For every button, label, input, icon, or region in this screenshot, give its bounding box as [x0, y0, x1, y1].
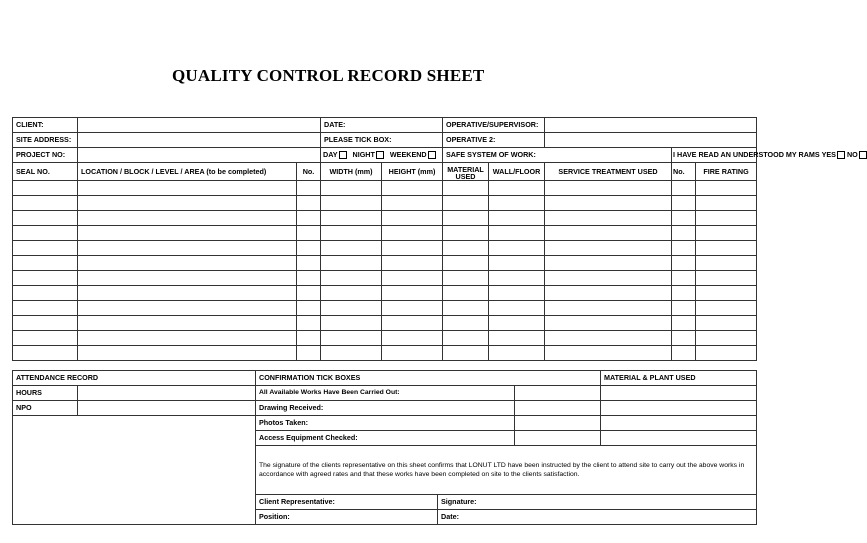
table-cell[interactable] — [489, 316, 545, 331]
col-width: WIDTH (mm) — [321, 163, 382, 181]
table-cell[interactable] — [297, 196, 321, 211]
table-cell[interactable] — [672, 196, 696, 211]
table-cell[interactable] — [13, 226, 78, 241]
signature-label: Signature: — [438, 495, 757, 510]
table-cell[interactable] — [545, 256, 672, 271]
table-cell[interactable] — [78, 211, 297, 226]
day-label: DAY — [323, 150, 338, 159]
operative-supervisor-field[interactable] — [545, 118, 757, 133]
col-service-treatment: SERVICE TREATMENT USED — [545, 163, 672, 181]
table-cell[interactable] — [13, 211, 78, 226]
npo-field[interactable] — [78, 401, 256, 416]
table-cell[interactable] — [696, 196, 757, 211]
table-cell[interactable] — [321, 241, 382, 256]
site-address-label: SITE ADDRESS: — [13, 133, 78, 148]
table-cell[interactable] — [696, 271, 757, 286]
material-plant-label: MATERIAL & PLANT USED — [601, 371, 757, 386]
table-cell[interactable] — [696, 316, 757, 331]
table-cell[interactable] — [297, 226, 321, 241]
table-cell[interactable] — [297, 346, 321, 361]
rams-label: I HAVE READ AN UNDERSTOOD MY RAMS — [673, 150, 820, 159]
table-cell[interactable] — [382, 286, 443, 301]
operative2-label: OPERATIVE 2: — [443, 133, 545, 148]
confirmation-table — [12, 370, 757, 525]
col-wall-floor: WALL/FLOOR — [489, 163, 545, 181]
table-cell[interactable] — [78, 271, 297, 286]
table-cell[interactable] — [297, 301, 321, 316]
table-cell[interactable] — [13, 316, 78, 331]
night-label: NIGHT — [352, 150, 375, 159]
table-cell[interactable] — [443, 301, 489, 316]
table-cell[interactable] — [321, 286, 382, 301]
table-cell[interactable] — [489, 211, 545, 226]
works-carried-out-label: All Available Works Have Been Carried Out: — [256, 386, 515, 401]
table-cell[interactable] — [382, 316, 443, 331]
table-cell[interactable] — [696, 241, 757, 256]
table-cell[interactable] — [297, 331, 321, 346]
shift-tick-boxes — [321, 148, 443, 163]
table-cell[interactable] — [321, 316, 382, 331]
table-cell[interactable] — [696, 286, 757, 301]
table-cell[interactable] — [443, 241, 489, 256]
table-cell[interactable] — [672, 181, 696, 196]
table-cell[interactable] — [382, 346, 443, 361]
photos-taken-label: Photos Taken: — [256, 416, 515, 431]
table-row — [13, 286, 757, 301]
material-plant-field-1[interactable] — [601, 386, 757, 401]
table-cell[interactable] — [672, 346, 696, 361]
table-cell[interactable] — [672, 256, 696, 271]
yes-label: YES — [821, 150, 836, 159]
table-cell[interactable] — [489, 331, 545, 346]
operative-supervisor-label: OPERATIVE/SUPERVISOR: — [443, 118, 545, 133]
photos-taken-tick[interactable] — [515, 416, 601, 431]
table-cell[interactable] — [489, 301, 545, 316]
table-cell[interactable] — [545, 346, 672, 361]
table-cell[interactable] — [443, 316, 489, 331]
col-no-2: No. — [672, 163, 696, 181]
table-row — [13, 316, 757, 331]
table-cell[interactable] — [696, 181, 757, 196]
table-cell[interactable] — [545, 241, 672, 256]
table-cell[interactable] — [696, 211, 757, 226]
npo-label: NPO — [13, 401, 78, 416]
table-cell[interactable] — [382, 196, 443, 211]
col-material-used: MATERIAL USED — [443, 163, 489, 181]
table-cell[interactable] — [489, 256, 545, 271]
table-cell[interactable] — [297, 271, 321, 286]
table-cell[interactable] — [297, 316, 321, 331]
col-fire-rating: FIRE RATING — [696, 163, 757, 181]
table-cell[interactable] — [321, 301, 382, 316]
please-tick-label: PLEASE TICK BOX: — [321, 133, 443, 148]
table-row — [13, 226, 757, 241]
table-row — [13, 301, 757, 316]
position-label: Position: — [256, 510, 438, 525]
table-row — [13, 241, 757, 256]
table-cell[interactable] — [489, 346, 545, 361]
confirmation-label: CONFIRMATION TICK BOXES — [256, 371, 601, 386]
table-cell[interactable] — [382, 256, 443, 271]
table-row — [13, 181, 757, 196]
table-cell[interactable] — [297, 256, 321, 271]
table-cell[interactable] — [297, 241, 321, 256]
table-cell[interactable] — [443, 256, 489, 271]
col-location: LOCATION / BLOCK / LEVEL / AREA (to be completed) — [78, 163, 297, 181]
table-cell[interactable] — [78, 286, 297, 301]
table-cell[interactable] — [78, 331, 297, 346]
table-cell[interactable] — [382, 271, 443, 286]
table-cell[interactable] — [545, 301, 672, 316]
table-cell[interactable] — [672, 301, 696, 316]
table-cell[interactable] — [672, 271, 696, 286]
project-no-label: PROJECT NO: — [13, 148, 78, 163]
material-plant-field-4[interactable] — [601, 431, 757, 446]
table-cell[interactable] — [78, 301, 297, 316]
table-row — [13, 256, 757, 271]
table-cell[interactable] — [78, 316, 297, 331]
table-cell[interactable] — [672, 211, 696, 226]
no-checkbox[interactable] — [859, 151, 867, 159]
table-cell[interactable] — [672, 331, 696, 346]
table-cell[interactable] — [545, 196, 672, 211]
table-cell[interactable] — [13, 286, 78, 301]
table-cell[interactable] — [672, 286, 696, 301]
operative2-field[interactable] — [545, 133, 757, 148]
table-cell[interactable] — [672, 226, 696, 241]
weekend-checkbox[interactable] — [428, 151, 436, 159]
drawing-received-label: Drawing Received: — [256, 401, 515, 416]
table-row — [13, 211, 757, 226]
table-cell[interactable] — [489, 286, 545, 301]
table-cell[interactable] — [321, 331, 382, 346]
date-label: DATE: — [321, 118, 443, 133]
table-row — [13, 346, 757, 361]
col-no: No. — [297, 163, 321, 181]
table-cell[interactable] — [672, 241, 696, 256]
table-cell[interactable] — [13, 196, 78, 211]
table-cell[interactable] — [545, 181, 672, 196]
table-cell[interactable] — [382, 241, 443, 256]
night-checkbox[interactable] — [376, 151, 384, 159]
table-cell[interactable] — [297, 211, 321, 226]
table-cell[interactable] — [78, 346, 297, 361]
client-label: CLIENT: — [13, 118, 78, 133]
attendance-record-label: ATTENDANCE RECORD — [13, 371, 256, 386]
table-cell[interactable] — [13, 256, 78, 271]
table-cell[interactable] — [78, 256, 297, 271]
material-plant-field-2[interactable] — [601, 401, 757, 416]
material-plant-field-3[interactable] — [601, 416, 757, 431]
hours-field[interactable] — [78, 386, 256, 401]
declaration-text: The signature of the clients representative on this sheet confirms that LONUT LTD have been instructed by the client to attend site to carry out the above works in accordance with agreed rates and that these works have been completed on site to the clients satisfaction. — [256, 446, 757, 495]
rams-cell — [672, 148, 858, 163]
site-address-field[interactable] — [78, 133, 321, 148]
table-cell[interactable] — [382, 331, 443, 346]
table-cell[interactable] — [489, 181, 545, 196]
table-cell[interactable] — [489, 196, 545, 211]
table-cell[interactable] — [443, 346, 489, 361]
table-cell[interactable] — [443, 226, 489, 241]
client-field[interactable] — [78, 118, 321, 133]
table-cell[interactable] — [545, 226, 672, 241]
client-rep-label: Client Representative: — [256, 495, 438, 510]
col-seal-no: SEAL NO. — [13, 163, 78, 181]
table-cell[interactable] — [321, 226, 382, 241]
table-row — [13, 196, 757, 211]
table-cell[interactable] — [443, 196, 489, 211]
table-cell[interactable] — [321, 271, 382, 286]
table-cell[interactable] — [672, 316, 696, 331]
table-cell[interactable] — [443, 271, 489, 286]
works-carried-out-tick[interactable] — [515, 386, 601, 401]
table-cell[interactable] — [443, 331, 489, 346]
table-cell[interactable] — [13, 241, 78, 256]
yes-checkbox[interactable] — [837, 151, 845, 159]
col-height: HEIGHT (mm) — [382, 163, 443, 181]
table-cell[interactable] — [545, 271, 672, 286]
table-cell[interactable] — [13, 301, 78, 316]
record-table — [12, 117, 858, 361]
table-cell[interactable] — [696, 226, 757, 241]
table-cell[interactable] — [382, 301, 443, 316]
table-cell[interactable] — [13, 346, 78, 361]
table-cell[interactable] — [321, 346, 382, 361]
table-cell[interactable] — [321, 211, 382, 226]
table-cell[interactable] — [382, 181, 443, 196]
table-cell[interactable] — [297, 181, 321, 196]
table-cell[interactable] — [78, 241, 297, 256]
table-cell[interactable] — [297, 286, 321, 301]
table-row — [13, 271, 757, 286]
table-cell[interactable] — [321, 196, 382, 211]
safe-system-label: SAFE SYSTEM OF WORK: — [443, 148, 672, 163]
table-cell[interactable] — [382, 226, 443, 241]
project-no-field[interactable] — [78, 148, 321, 163]
table-cell[interactable] — [13, 271, 78, 286]
table-cell[interactable] — [321, 181, 382, 196]
day-checkbox[interactable] — [339, 151, 347, 159]
table-cell[interactable] — [443, 286, 489, 301]
table-cell[interactable] — [489, 226, 545, 241]
table-cell[interactable] — [696, 256, 757, 271]
table-cell[interactable] — [321, 256, 382, 271]
table-cell[interactable] — [78, 181, 297, 196]
table-row — [13, 331, 757, 346]
table-cell[interactable] — [696, 331, 757, 346]
weekend-label: WEEKEND — [389, 150, 427, 159]
table-cell[interactable] — [489, 271, 545, 286]
access-equipment-label: Access Equipment Checked: — [256, 431, 515, 446]
table-cell[interactable] — [382, 211, 443, 226]
table-cell[interactable] — [78, 196, 297, 211]
table-cell[interactable] — [545, 211, 672, 226]
attendance-notes-area[interactable] — [13, 416, 256, 525]
access-equipment-tick[interactable] — [515, 431, 601, 446]
table-cell[interactable] — [545, 331, 672, 346]
table-cell[interactable] — [489, 241, 545, 256]
date-field-label: Date: — [438, 510, 757, 525]
table-cell[interactable] — [696, 301, 757, 316]
table-cell[interactable] — [696, 346, 757, 361]
table-cell[interactable] — [78, 226, 297, 241]
hours-label: HOURS — [13, 386, 78, 401]
table-cell[interactable] — [443, 211, 489, 226]
table-cell[interactable] — [545, 286, 672, 301]
table-cell[interactable] — [545, 316, 672, 331]
drawing-received-tick[interactable] — [515, 401, 601, 416]
no-label: NO — [846, 150, 858, 159]
table-cell[interactable] — [13, 181, 78, 196]
table-cell[interactable] — [443, 181, 489, 196]
table-cell[interactable] — [13, 331, 78, 346]
